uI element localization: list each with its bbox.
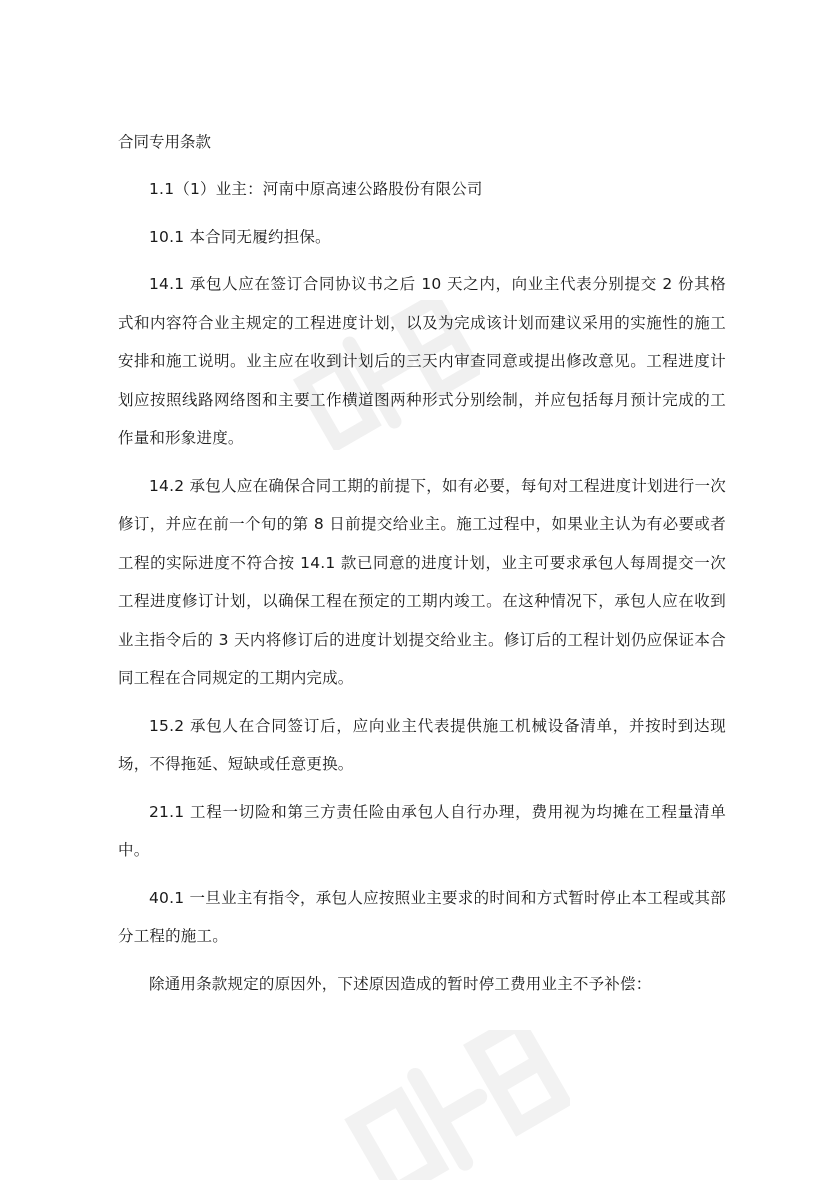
clause-14-2: 14.2 承包人应在确保合同工期的前提下，如有必要，每旬对工程进度计划进行一次修订，并应在前一个旬的第 8 日前提交给业主。施工过程中，如果业主认为有必要或者工程的实际进度不符合按 14.1 款已同意的进度计划，业主可要求承包人每周提交一次工程进度修订计划，以确保工程在预定的工期内竣工。在这种情况下，承包人应在收到业主指令后的 3 天内将修订后的进度计划提交给业主。修订后的工程计划仍应保证本合同工程在合同规定的工期内完成。 bbox=[118, 476, 726, 687]
clause-suspension-note: 除通用条款规定的原因外，下述原因造成的暂时停工费用业主不予补偿： bbox=[149, 974, 652, 993]
clause-10-1: 10.1 本合同无履约担保。 bbox=[149, 227, 331, 246]
document-body bbox=[118, 122, 726, 1012]
clause-1-1: 1.1（1）业主：河南中原高速公路股份有限公司 bbox=[149, 180, 483, 198]
clause-15-2: 15.2 承包人在合同签订后，应向业主代表提供施工机械设备清单，并按时到达现场，不得拖延、短缺或任意更换。 bbox=[118, 716, 726, 773]
clause-21-1: 21.1 工程一切险和第三方责任险由承包人自行办理，费用视为均摊在工程量清单中。 bbox=[118, 802, 726, 859]
clause-14-1: 14.1 承包人应在签订合同协议书之后 10 天之内，向业主代表分别提交 2 份其格式和内容符合业主规定的工程进度计划，以及为完成该计划而建议采用的实施性的施工安排和施工说明。业主应在收到计划后的三天内审查同意或提出修改意见。工程进度计划应按照线路网络图和主要工作横道图两种形式分别绘制，并应包括每月预计完成的工作量和形象进度。 bbox=[118, 275, 726, 447]
clause-40-1: 40.1 一旦业主有指令，承包人应按照业主要求的时间和方式暂时停止本工程或其部分工程的施工。 bbox=[118, 888, 726, 945]
document-title: 合同专用条款 bbox=[118, 133, 212, 151]
watermark-logo-bottom bbox=[340, 1030, 570, 1180]
